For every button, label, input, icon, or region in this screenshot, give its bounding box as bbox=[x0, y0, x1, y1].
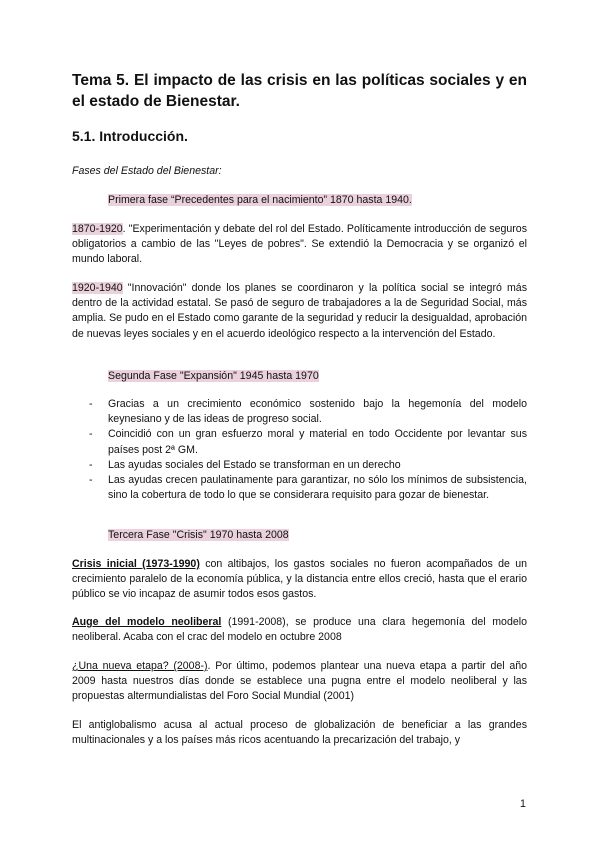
crisis-inicial-label: Crisis inicial (1973-1990) bbox=[72, 558, 200, 570]
phase-2-highlight: Segunda Fase "Expansión" 1945 hasta 1970 bbox=[108, 370, 319, 382]
bullet-dash: - bbox=[89, 398, 93, 410]
expansion-bullet-list bbox=[72, 397, 527, 503]
list-item-text: Las ayudas crecen paulatinamente para garantizar, no sólo los mínimos de subsistencia, sino la cobertura de todo lo que se considerara requisito para gozar de bienestar. bbox=[108, 474, 527, 502]
phase-3-heading bbox=[108, 528, 289, 543]
list-item bbox=[72, 397, 527, 427]
neoliberal-label: Auge del modelo neoliberal bbox=[72, 616, 222, 628]
section-heading: 5.1. Introducción. bbox=[72, 128, 188, 144]
page-number: 1 bbox=[520, 798, 526, 810]
paragraph-1870-1920-text: . "Experimentación y debate del rol del Estado. Políticamente introducción de seguros obligatorios a cambio de las "Leyes de pobres". Se extendió la Democracia y se organizó el mundo laboral. bbox=[72, 223, 527, 266]
range-1920-1940: 1920-1940 bbox=[72, 282, 123, 294]
list-item bbox=[72, 473, 527, 503]
paragraph-neoliberal bbox=[72, 615, 527, 645]
paragraph-1920-1940-text: "Innovación" donde los planes se coordinaron y la política social se integró más dentro de la actividad estatal. Se pasó de seguro de trabajadores a la de Seguridad Social, más amplia. Se pudo en el Estado como garante de la seguridad y reducir la desigualdad, aprobación de nuevas leyes sociales y en el acuerdo ideológico respecto a la intervención del Estado. bbox=[72, 282, 527, 340]
list-item-text: Coincidió con un gran esfuerzo moral y material en todo Occidente por levantar sus países post 2ª GM. bbox=[108, 428, 527, 456]
phase-2-heading bbox=[108, 369, 319, 384]
range-1870-1920: 1870-1920 bbox=[72, 223, 123, 235]
neoliberal-text: (1991-2008), se produce una clara hegemonía del modelo neoliberal. Acaba con el crac del modelo en octubre 2008 bbox=[72, 616, 527, 644]
paragraph-nueva-etapa bbox=[72, 659, 527, 705]
paragraph-antiglobalismo: El antiglobalismo acusa al actual proceso de globalización de beneficiar a las grandes multinacionales y a los países más ricos acentuando la precarización del trabajo, y bbox=[72, 719, 527, 747]
list-item bbox=[72, 458, 527, 473]
bullet-dash: - bbox=[89, 458, 93, 471]
phases-intro: Fases del Estado del Bienestar: bbox=[72, 165, 222, 177]
phase-3-highlight: Tercera Fase "Crisis" 1970 hasta 2008 bbox=[108, 529, 289, 541]
nueva-etapa-label: ¿Una nueva etapa? (2008-) bbox=[72, 660, 208, 672]
paragraph-1920-1940 bbox=[72, 281, 527, 342]
paragraph-crisis-inicial bbox=[72, 557, 527, 603]
paragraph-1870-1920 bbox=[72, 222, 527, 268]
phase-1-highlight: Primera fase “Precedentes para el nacimiento” 1870 hasta 1940. bbox=[108, 194, 412, 206]
phase-1-heading bbox=[108, 193, 412, 208]
list-item-text: Las ayudas sociales del Estado se transforman en un derecho bbox=[108, 458, 401, 471]
nueva-etapa-text: . Por último, podemos plantear una nueva etapa a partir del año 2009 hasta nuestros días donde se establece una pugna entre el modelo neoliberal y las propuestas altermundialistas del Foro Social Mundial (2001) bbox=[72, 660, 527, 703]
crisis-inicial-text: con altibajos, los gastos sociales no fueron acompañados de un crecimiento paralelo de la economía pública, y la distancia entre ellos creció, hasta que el erario público se vio incapaz de asumir todos esos gastos. bbox=[72, 558, 528, 601]
list-item-text: Gracias a un crecimiento económico sostenido bajo la hegemonía del modelo keynesiano y de las ideas de progreso social. bbox=[108, 398, 527, 426]
list-item bbox=[72, 427, 527, 457]
bullet-dash: - bbox=[89, 474, 93, 487]
document-title: Tema 5. El impacto de las crisis en las políticas sociales y en el estado de Bienestar. bbox=[72, 72, 527, 110]
bullet-dash: - bbox=[89, 428, 93, 441]
